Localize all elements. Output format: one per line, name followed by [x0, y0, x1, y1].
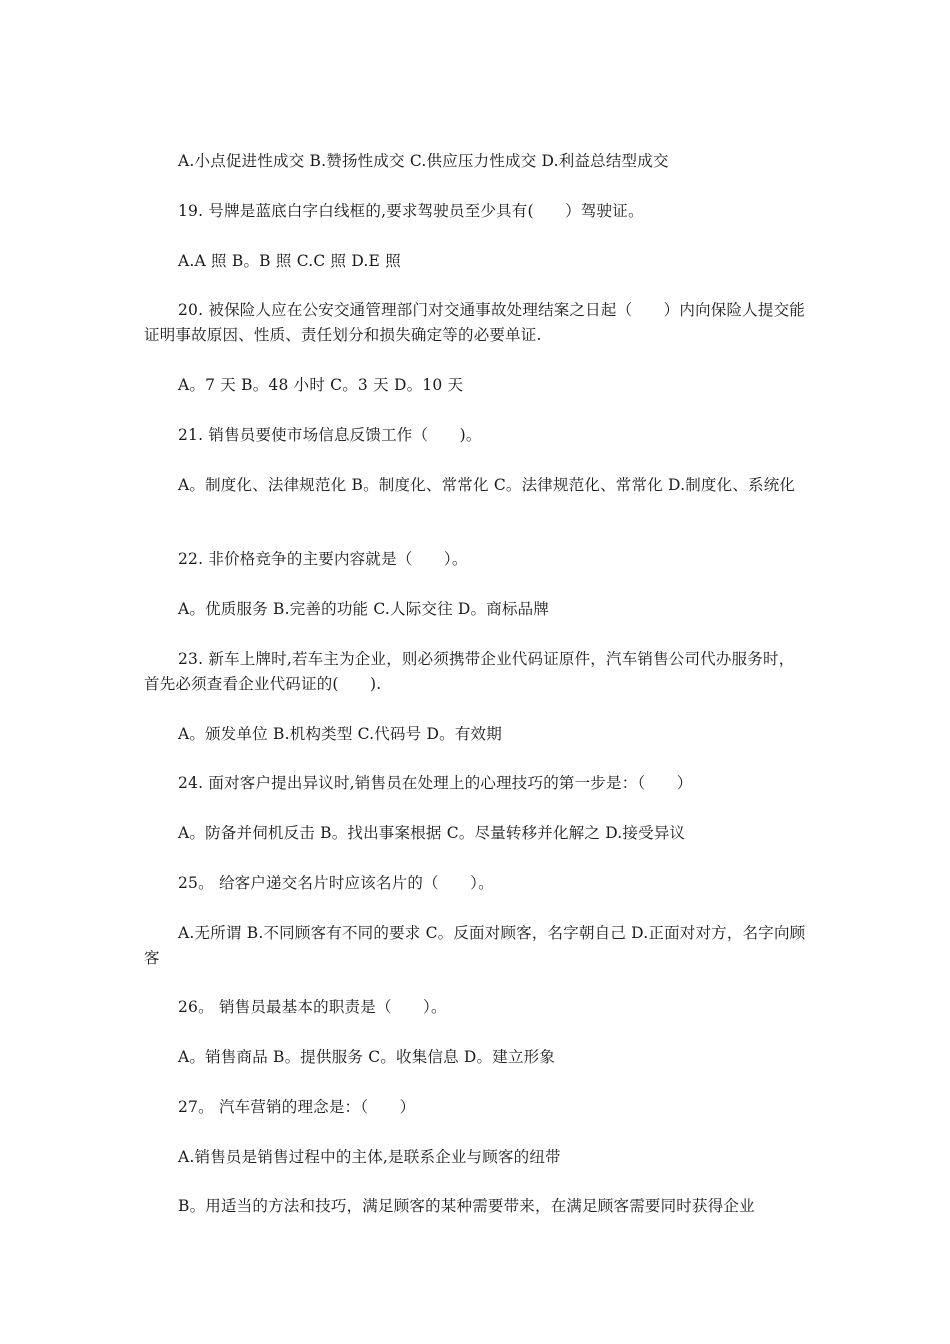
- option-line-25: A.无所谓 B.不同顾客有不同的要求 C。反面对顾客，名字朝自己 D.正面对对方，名字向顾客: [144, 924, 806, 967]
- question-19: 19. 号牌是蓝底白字白线框的,要求驾驶员至少具有( ）驾驶证。: [178, 202, 644, 220]
- option-27-a: A.销售员是销售过程中的主体,是联系企业与顾客的纽带: [178, 1148, 561, 1166]
- option-line-24: A。防备并伺机反击 B。找出事案根据 C。尽量转移并化解之 D.接受异议: [178, 824, 686, 842]
- option-line-20: A。7 天 B。48 小时 C。3 天 D。10 天: [178, 376, 464, 394]
- question-22: 22. 非价格竞争的主要内容就是（ ）。: [178, 550, 468, 568]
- question-26: 26。 销售员最基本的职责是（ ）。: [178, 998, 447, 1016]
- question-23: 23. 新车上牌时,若车主为企业，则必须携带企业代码证原件，汽车销售公司代办服务时，首先必须查看企业代码证的( ).: [144, 650, 795, 693]
- option-27-b: B。用适当的方法和技巧，满足顾客的某种需要带来，在满足顾客需要同时获得企业: [178, 1197, 755, 1215]
- question-27: 27。 汽车营销的理念是：（ ）: [178, 1098, 416, 1116]
- question-21: 21. 销售员要使市场信息反馈工作（ )。: [178, 426, 482, 444]
- option-line-26: A。销售商品 B。提供服务 C。收集信息 D。建立形象: [178, 1048, 556, 1066]
- question-24: 24. 面对客户提出异议时,销售员在处理上的心理技巧的第一步是：（ ）: [178, 774, 693, 792]
- option-line-21: A。制度化、法律规范化 B。制度化、常常化 C。法律规范化、常常化 D.制度化、系统化: [178, 476, 796, 494]
- option-line-22: A。优质服务 B.完善的功能 C.人际交往 D。商标品牌: [178, 600, 550, 618]
- option-line-23: A。颁发单位 B.机构类型 C.代码号 D。有效期: [178, 725, 502, 743]
- option-line-18: A.小点促进性成交 B.赞扬性成交 C.供应压力性成交 D.利益总结型成交: [178, 152, 669, 170]
- question-20: 20. 被保险人应在公安交通管理部门对交通事故处理结案之日起（ ）内向保险人提交能证明事故原因、性质、责任划分和损失确定等的必要单证.: [144, 301, 805, 344]
- option-line-19: A.A 照 B。B 照 C.C 照 D.E 照: [178, 252, 401, 270]
- question-25: 25。 给客户递交名片时应该名片的（ ）。: [178, 874, 494, 892]
